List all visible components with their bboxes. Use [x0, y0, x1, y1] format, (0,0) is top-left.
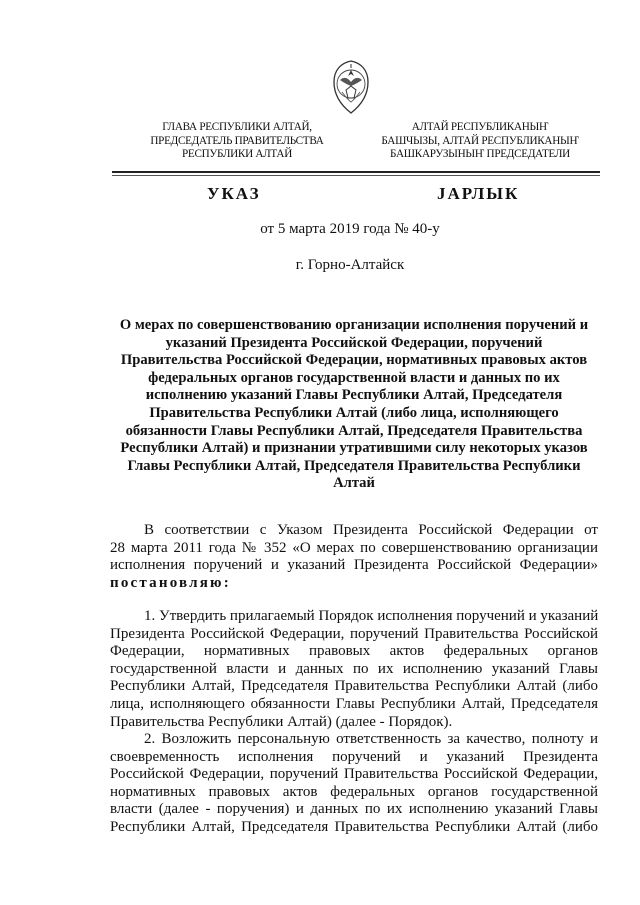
paragraph-line: Федерации, нормативных правовых актов федеральных органов [110, 643, 598, 660]
doc-type-right: JАРЛЫК [437, 184, 520, 203]
paragraph-line: нормативных правовых актов федеральных органов государственной [110, 783, 598, 800]
item-2-paragraph [110, 731, 598, 837]
header-right-block [350, 121, 610, 162]
paragraph-line: 2. Возложить персональную ответственность за качество, полноту и [144, 731, 598, 747]
header-left-line: ГЛАВА РЕСПУБЛИКИ АЛТАЙ, [162, 121, 312, 133]
document-title [110, 317, 598, 493]
title-line: Правительства Республики Алтай (либо лица, исполняющего [149, 404, 559, 421]
paragraph-line: исполнения поручений и указаний Президента Российской Федерации» [110, 557, 598, 574]
header-left-line: ПРЕДСЕДАТЕЛЬ ПРАВИТЕЛЬСТВА [150, 134, 324, 147]
paragraph-line: Российской Федерации, поручений Правительства Российской Федерации, [110, 766, 598, 783]
paragraph-line: своевременность исполнения поручений и указаний Президента [110, 748, 598, 765]
paragraph-line: государственной власти и данных по их исполнению указаний Главы [110, 660, 598, 677]
paragraph-line: Президента Российской Федерации, поручений Правительства Российской [110, 625, 598, 642]
paragraph-line: 28 марта 2011 года № 352 «О мерах по совершенствованию организации [110, 539, 598, 556]
preamble-paragraph [110, 522, 598, 592]
header-left-line: РЕСПУБЛИКИ АЛТАЙ [182, 148, 292, 161]
item-1-paragraph [110, 608, 598, 731]
paragraph-line: Республики Алтай, Председателя Правительства Республики Алтай (либо [110, 678, 598, 695]
title-line: Республики Алтай) и признании утратившими силу некоторых указов [120, 440, 588, 457]
paragraph-line: власти (далее - поручения) и данных по их исполнению указаний Главы [110, 801, 598, 818]
paragraph-line: 1. Утвердить прилагаемый Порядок исполнения поручений и указаний [144, 608, 599, 624]
title-line: О мерах по совершенствованию организации исполнения поручений и [119, 317, 589, 333]
header-divider-thin [112, 175, 600, 176]
title-line: Алтай [333, 475, 375, 492]
title-line: Главы Республики Алтай, Председателя Правительства Республики [127, 457, 581, 474]
doc-type-left: УКАЗ [207, 184, 261, 203]
document-date: от 5 марта 2019 года № 40-у [260, 221, 440, 237]
title-line: федеральных органов государственной власти и данных по их [148, 369, 560, 386]
paragraph-line: Республики Алтай, Председателя Правительства Республики Алтай (либо [110, 818, 598, 835]
coat-of-arms-icon [328, 58, 374, 116]
header-right-line: АЛТАЙ РЕСПУБЛИКАНЫҤ [411, 121, 549, 133]
title-line: Правительства Российской Федерации, нормативных правовых актов [120, 352, 588, 369]
title-line: обязанности Главы Республики Алтай, Председателя Правительства [125, 422, 583, 439]
title-line: исполнению указаний Главы Республики Алтай, Председателя [145, 387, 563, 404]
paragraph-line: Правительства Республики Алтай) (далее - Порядок). [110, 713, 453, 730]
header-right-line: БАШЧЫЗЫ, АЛТАЙ РЕСПУБЛИКАНЫҤ [381, 134, 579, 147]
header-divider [112, 171, 600, 173]
header-left-block [112, 121, 362, 162]
title-line: указаний Президента Российской Федерации, поручений [165, 334, 543, 351]
paragraph-line: лица, исполняющего обязанности Главы Республики Алтай, Председателя [110, 695, 598, 712]
header-right-line: БАШКАРУЗЫНЫҤ ПРЕДСЕДАТЕЛИ [390, 148, 570, 161]
document-city: г. Горно-Алтайск [295, 257, 405, 273]
paragraph-line: В соответствии с Указом Президента Российской Федерации от [144, 522, 598, 538]
decree-word: постановляю: [110, 574, 231, 591]
